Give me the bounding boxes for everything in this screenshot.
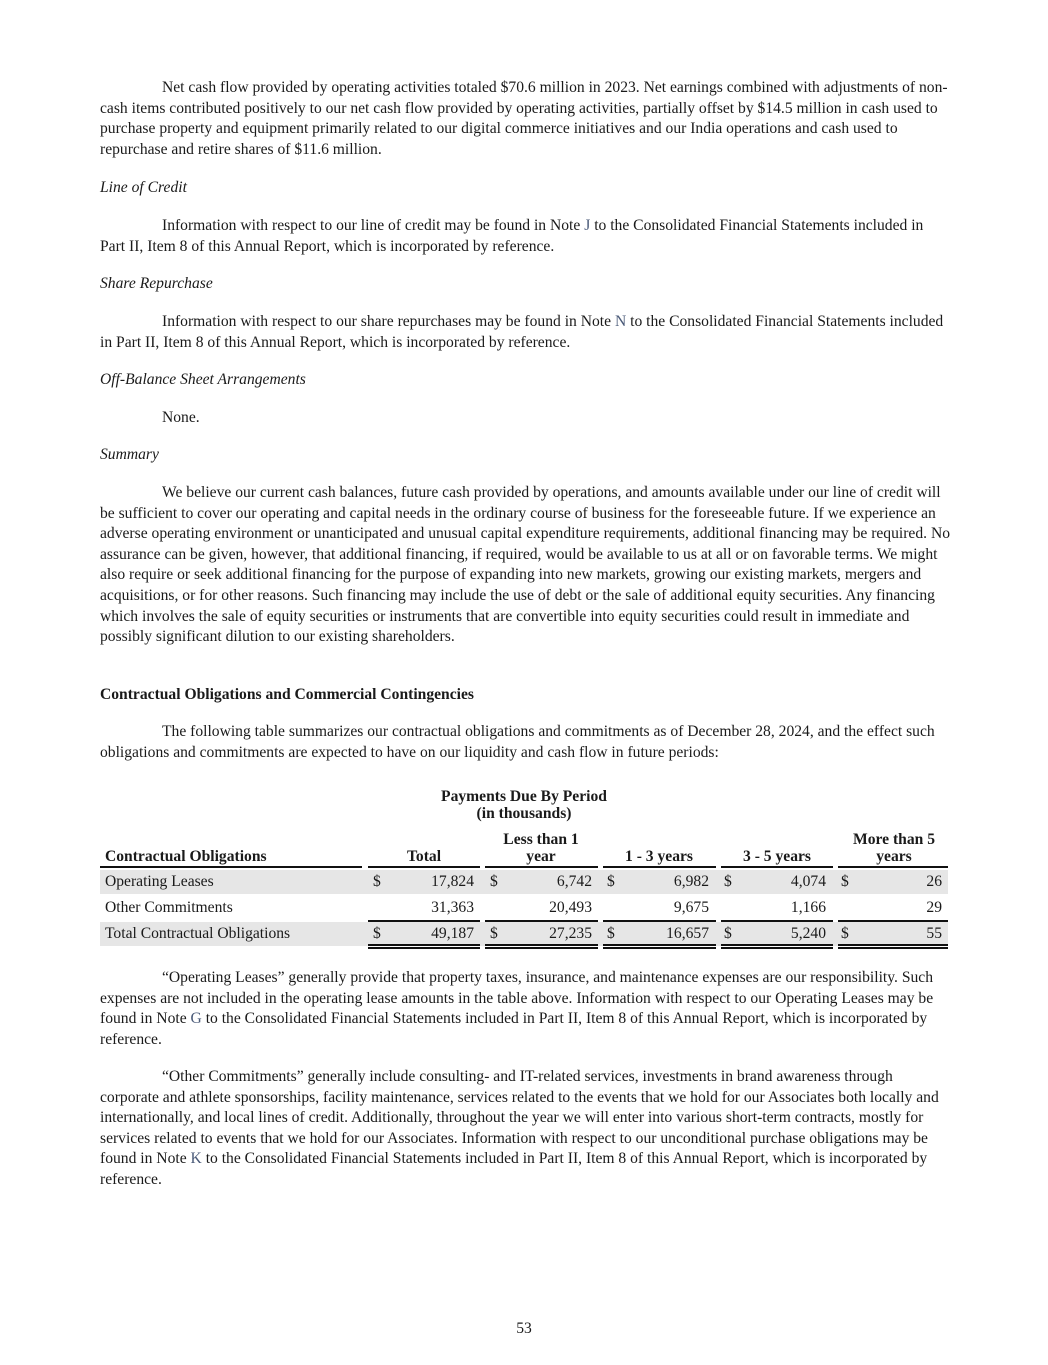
total-value: 17,824 bbox=[431, 873, 474, 890]
currency-symbol: $ bbox=[607, 873, 615, 890]
double-rule bbox=[603, 944, 716, 949]
period-title: Payments Due By Period bbox=[441, 788, 607, 805]
lt1-value: 6,742 bbox=[556, 873, 592, 890]
lt1-value: 27,235 bbox=[549, 925, 592, 942]
row-label: Other Commitments bbox=[105, 899, 233, 916]
header-rule bbox=[100, 866, 362, 868]
row-label: Total Contractual Obligations bbox=[105, 925, 291, 942]
page-number: 53 bbox=[516, 1320, 532, 1337]
operating-leases-paragraph bbox=[100, 968, 950, 1050]
off-balance-paragraph: None. bbox=[162, 409, 200, 426]
total-value: 31,363 bbox=[431, 899, 474, 916]
gt5-value: 55 bbox=[926, 925, 942, 942]
line-of-credit-paragraph bbox=[100, 216, 950, 257]
contractual-obligations-heading: Contractual Obligations and Commercial Contingencies bbox=[100, 686, 474, 703]
y3-5-value: 5,240 bbox=[790, 925, 826, 942]
off-balance-heading: Off-Balance Sheet Arrangements bbox=[100, 371, 306, 388]
col-header-1-3: 1 - 3 years bbox=[625, 848, 693, 865]
col-header-lt1-line2: year bbox=[526, 848, 556, 865]
currency-symbol: $ bbox=[490, 925, 498, 942]
share-repurchase-paragraph bbox=[100, 312, 950, 353]
row-label: Operating Leases bbox=[105, 873, 214, 890]
col-header-gt5-line1: More than 5 bbox=[852, 831, 935, 848]
currency-symbol: $ bbox=[373, 925, 381, 942]
double-rule bbox=[838, 944, 948, 949]
share-repurchase-heading: Share Repurchase bbox=[100, 275, 213, 292]
col-header-gt5-line2: years bbox=[876, 848, 912, 865]
total-value: 49,187 bbox=[431, 925, 474, 942]
cash-flow-2023-paragraph: Net cash flow provided by operating activities totaled $70.6 million in 2023. Net earnings combined with adjustments of non-cash items contributed positively to our net cash flow provided by operating activities, partially offset by $14.5 million in cash used to purchase property and equipment primarily related to our digital commerce initiatives and our India operations and cash used to repurchase and retire shares of $11.6 million. bbox=[100, 79, 948, 158]
currency-symbol: $ bbox=[373, 873, 381, 890]
header-rule bbox=[721, 866, 833, 868]
table-row-total bbox=[100, 922, 948, 946]
col-header-label: Contractual Obligations bbox=[105, 848, 267, 865]
line-of-credit-text: Information with respect to our line of credit may be found in Note bbox=[162, 217, 585, 234]
currency-symbol: $ bbox=[490, 873, 498, 890]
note-g-link[interactable]: G bbox=[190, 1010, 202, 1028]
y3-5-value: 4,074 bbox=[790, 873, 826, 890]
header-rule bbox=[485, 866, 598, 868]
contractual-intro-paragraph: The following table summarizes our contractual obligations and commitments as of December 28, 2024, and the effect such obligations and commitments are expected to have on our liquidity and cash flow in future periods: bbox=[100, 723, 935, 761]
currency-symbol: $ bbox=[841, 873, 849, 890]
currency-symbol: $ bbox=[841, 925, 849, 942]
y3-5-value: 1,166 bbox=[790, 899, 826, 916]
other-commitments-text-end: to the Consolidated Financial Statements included in Part II, Item 8 of this Annual Report, which is incorporated by reference. bbox=[100, 1150, 928, 1188]
operating-leases-text-end: to the Consolidated Financial Statements included in Part II, Item 8 of this Annual Report, which is incorporated by reference. bbox=[100, 1010, 928, 1048]
header-rule bbox=[603, 866, 716, 868]
line-of-credit-heading: Line of Credit bbox=[100, 179, 187, 196]
col-header-3-5: 3 - 5 years bbox=[743, 848, 811, 865]
y1-3-value: 16,657 bbox=[666, 925, 709, 942]
summary-heading: Summary bbox=[100, 446, 159, 463]
summary-paragraph: We believe our current cash balances, future cash provided by operations, and amounts available under our line of credit will be sufficient to cover our operating and capital needs in the ordinary course of business for the foreseeable future. If we experience an adverse operating environment or unanticipated and unusual capital expenditure requirements, additional financing may be required. No assurance can be given, however, that additional financing, if required, would be available to us at all or on favorable terms. We might also require or seek additional financing for the purpose of expanding into new markets, growing our existing markets, mergers and acquisitions, or for other reasons. Such financing may include the use of debt or the sale of additional equity securities. Any financing which involves the sale of equity securities or instruments that are convertible into equity securities could result in immediate and possibly significant dilution to our existing shareholders. bbox=[100, 484, 950, 646]
double-rule bbox=[368, 944, 480, 949]
y1-3-value: 6,982 bbox=[673, 873, 709, 890]
table-row bbox=[100, 896, 948, 920]
table-row bbox=[100, 870, 948, 894]
note-n-link[interactable]: N bbox=[614, 313, 627, 330]
currency-symbol: $ bbox=[724, 873, 732, 890]
other-commitments-paragraph bbox=[100, 1067, 950, 1191]
note-k-link[interactable]: K bbox=[190, 1150, 202, 1168]
period-subtitle: (in thousands) bbox=[476, 805, 572, 822]
operating-leases-text: “Operating Leases” generally provide that property taxes, insurance, and maintenance expenses are our responsibility. Such expenses are not included in the operating lease amounts in the table above. Information with respect to our Operating Leases may be found in Note bbox=[100, 969, 934, 1028]
double-rule bbox=[721, 944, 833, 949]
header-rule bbox=[368, 866, 480, 868]
currency-symbol: $ bbox=[607, 925, 615, 942]
gt5-value: 29 bbox=[926, 899, 942, 916]
header-rule bbox=[838, 866, 948, 868]
lt1-value: 20,493 bbox=[549, 899, 592, 916]
currency-symbol: $ bbox=[724, 925, 732, 942]
note-j-link[interactable]: J bbox=[584, 217, 591, 234]
y1-3-value: 9,675 bbox=[673, 899, 709, 916]
gt5-value: 26 bbox=[926, 873, 942, 890]
col-header-lt1-line1: Less than 1 bbox=[503, 831, 579, 848]
line-of-credit-text-end: to the Consolidated Financial Statements included in Part II, Item 8 of this Annual Report, which is incorporated by reference. bbox=[100, 217, 924, 255]
share-repurchase-text-end: to the Consolidated Financial Statements included in Part II, Item 8 of this Annual Report, which is incorporated by reference. bbox=[100, 313, 944, 351]
double-rule bbox=[485, 944, 598, 949]
share-repurchase-text: Information with respect to our share repurchases may be found in Note bbox=[162, 313, 615, 330]
other-commitments-text: “Other Commitments” generally include consulting- and IT-related services, investments in brand awareness through corporate and athlete sponsorships, facility maintenance, services related to the events that we hold for our Associates both locally and internationally, and local lines of credit. Additionally, throughout the year we will enter into various short-term contracts, mostly for services related to events that we hold for our Associates. Information with respect to our unconditional purchase obligations may be found in Note bbox=[100, 1068, 939, 1168]
col-header-total: Total bbox=[406, 848, 442, 865]
